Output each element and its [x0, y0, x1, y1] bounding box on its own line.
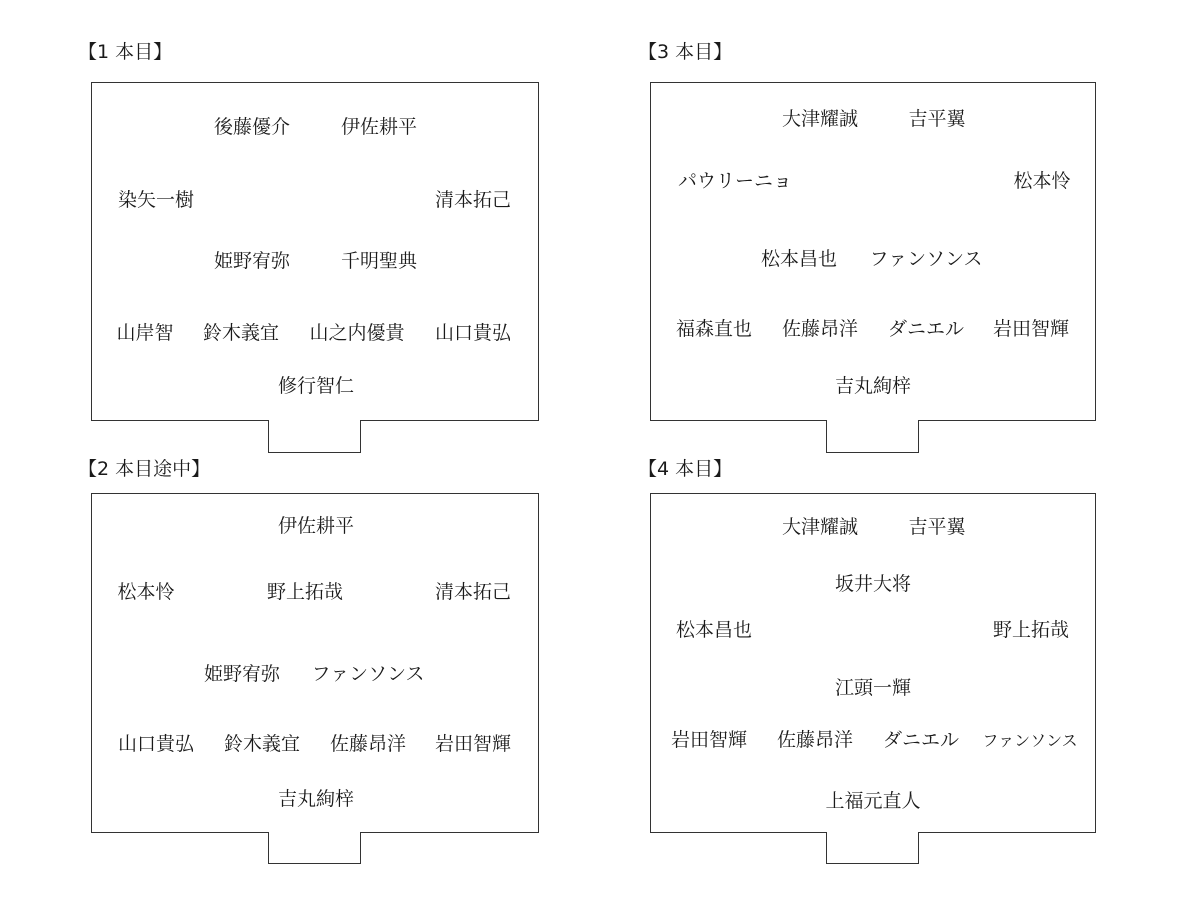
- panel-2-player-10: 岩田智輝: [434, 733, 512, 755]
- panel-3-player-1: 大津耀誠: [781, 108, 859, 130]
- panel-3-player-5: 松本昌也: [760, 248, 838, 270]
- panel-1-player-9: 山之内優貴: [309, 322, 405, 344]
- panel-1-player-2: 伊佐耕平: [340, 116, 418, 138]
- panel-4-player-7: 岩田智輝: [670, 729, 748, 751]
- panel-1-title: 【1 本目】: [78, 41, 173, 63]
- panel-3-player-11: 吉丸絢梓: [834, 375, 912, 397]
- panel-3-field: [650, 82, 1096, 421]
- panel-2-player-7: 山口貴弘: [117, 733, 195, 755]
- panel-3-player-2: 吉平翼: [908, 108, 966, 130]
- panel-2-field: [91, 493, 539, 833]
- panel-2-player-1: 伊佐耕平: [277, 515, 355, 537]
- panel-4-player-10: ファンソンス: [982, 731, 1078, 750]
- panel-2-player-5: 姫野宥弥: [203, 663, 281, 685]
- panel-4-player-8: 佐藤昂洋: [776, 729, 854, 751]
- panel-4-player-4: 松本昌也: [675, 619, 753, 641]
- panel-1-player-6: 千明聖典: [340, 250, 418, 272]
- panel-1-player-11: 修行智仁: [277, 375, 355, 397]
- panel-1-player-7: 山岸智: [116, 322, 174, 344]
- panel-2-player-2: 松本怜: [117, 581, 175, 603]
- panel-2-goal: [268, 832, 361, 864]
- panel-4-player-6: 江頭一輝: [834, 677, 912, 699]
- panel-2-player-4: 清本拓己: [434, 581, 512, 603]
- panel-4-goal: [826, 832, 919, 864]
- panel-2-player-6: ファンソンス: [311, 663, 425, 685]
- panel-4-title: 【4 本目】: [638, 458, 733, 480]
- panel-1-player-10: 山口貴弘: [434, 322, 512, 344]
- panel-2-player-8: 鈴木義宜: [223, 733, 301, 755]
- panel-1-field: [91, 82, 539, 421]
- panel-1-goal: [268, 420, 361, 453]
- panel-4-field: [650, 493, 1096, 833]
- panel-4-player-5: 野上拓哉: [992, 619, 1070, 641]
- panel-4-player-3: 坂井大将: [834, 573, 912, 595]
- panel-3-player-3: パウリーニョ: [677, 170, 793, 192]
- panel-1-player-4: 清本拓己: [434, 189, 512, 211]
- panel-4-player-11: 上福元直人: [825, 790, 921, 812]
- panel-1-player-8: 鈴木義宜: [202, 322, 280, 344]
- panel-2-player-9: 佐藤昂洋: [329, 733, 407, 755]
- panel-4-player-2: 吉平翼: [908, 516, 966, 538]
- panel-3-player-10: 岩田智輝: [992, 318, 1070, 340]
- panel-3-title: 【3 本目】: [638, 41, 733, 63]
- panel-2-player-3: 野上拓哉: [266, 581, 344, 603]
- panel-3-player-4: 松本怜: [1013, 170, 1071, 192]
- panel-1-player-1: 後藤優介: [213, 116, 291, 138]
- panel-2-player-11: 吉丸絢梓: [277, 788, 355, 810]
- panel-4-player-1: 大津耀誠: [781, 516, 859, 538]
- panel-3-player-6: ファンソンス: [869, 248, 983, 270]
- panel-3-player-7: 福森直也: [675, 318, 753, 340]
- panel-3-goal: [826, 420, 919, 453]
- panel-3-player-8: 佐藤昂洋: [781, 318, 859, 340]
- panel-3-player-9: ダニエル: [887, 318, 965, 340]
- panel-4-player-9: ダニエル: [882, 729, 960, 751]
- panel-1-player-3: 染矢一樹: [117, 189, 195, 211]
- panel-1-player-5: 姫野宥弥: [213, 250, 291, 272]
- panel-2-title: 【2 本目途中】: [78, 458, 211, 480]
